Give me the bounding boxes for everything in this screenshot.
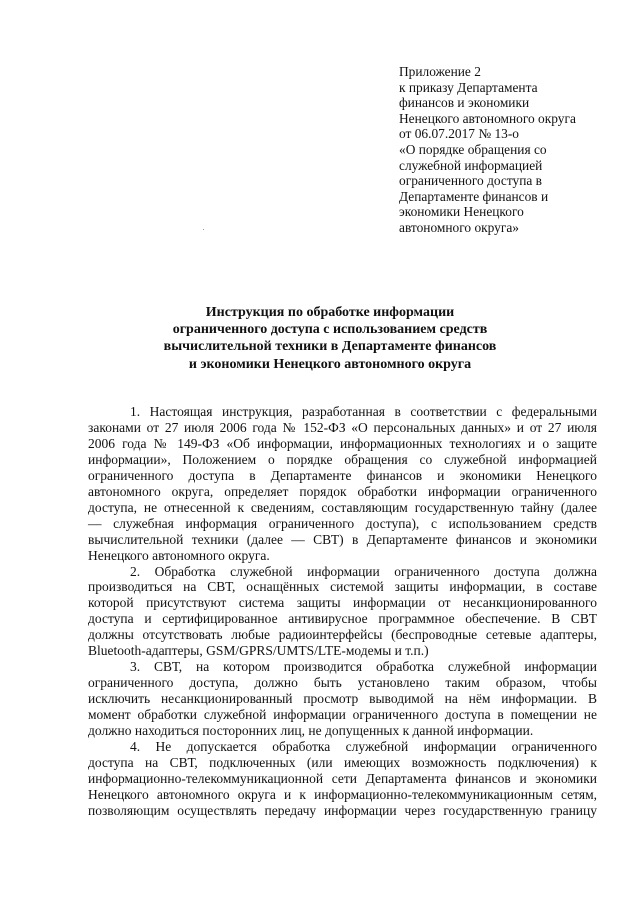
title-line: Инструкция по обработке информации [205,305,455,320]
paragraph-1-line: ограниченного доступа в Департаменте финансов и экономики Ненецкого [88,467,597,483]
title-line: ограниченного доступа с использованием средств [172,322,488,338]
annex-line: ограниченного доступа в [399,173,543,189]
annex-line: Департаменте финансов и [399,188,549,204]
paragraph-1-line: законами от 27 июля 2006 года № 152-ФЗ «О персональных данных» и от 27 июля [88,419,597,435]
scan-speck [203,229,204,230]
paragraph-3-line: должно находиться посторонних лиц, не допущенных к данной информации. [88,723,534,739]
paragraph-1-line: информации», Положением о порядке обращения со служебной информацией [88,451,597,467]
annex-line: служебной информацией [399,157,543,173]
paragraph-3-line: исключить несанкционированный просмотр выводимой на нём информации. В [88,691,597,707]
paragraph-1-line: доступа, не отнесенной к сведениям, составляющим государственную тайну (далее [88,499,597,515]
paragraph-3-line: ограниченного доступа, должно быть установлено таким образом, чтобы [88,675,597,691]
paragraph-1-line: автономного округа, определяет порядок обработки информации ограниченного [88,483,597,499]
paragraph-4-line: информационно-телекоммуникационной сети Департамента финансов и экономики [88,770,597,786]
paragraph-4-line: позволяющим осуществлять передачу информации через государственную границу [88,802,597,818]
title-line: вычислительной техники в Департаменте финансов [163,339,497,355]
paragraph-1-line: — служебная информация ограниченного доступа), с использованием средств [88,515,597,531]
paragraph-1-line: вычислительной техники (далее — СВТ) в Департаменте финансов и экономики [88,531,597,547]
paragraph-2-line: которой присутствуют система защиты информации от несанкционированного [88,595,597,611]
annex-line: экономики Ненецкого [399,204,524,220]
paragraph-2-line: производиться на СВТ, оснащённых системой защиты информации, в составе [88,579,597,595]
paragraph-4-line: Ненецкого автономного округа и к информационно-телекоммуникационным сетям, [88,786,597,802]
paragraph-3-line: момент обработки служебной информации ограниченного доступа в помещении не [88,707,597,723]
annex-line: от 06.07.2017 № 13-о [399,126,519,142]
document-body [88,404,597,819]
paragraph-2-line: доступа и сертифицированное антивирусное программное обеспечение. В СВТ [88,611,597,627]
annex-line: Приложение 2 [399,64,481,79]
paragraph-2-line: Bluetooth-адаптеры, GSM/GPRS/UMTS/LTE-модемы и т.п.) [88,643,429,659]
paragraph-3-line: 3. СВТ, на котором производится обработка служебной информации [130,659,597,675]
paragraph-4-line: доступа на СВТ, подключенных (или имеющих возможность подключения) к [88,754,597,770]
paragraph-4-line: 4. Не допускается обработка служебной информации ограниченного [130,739,597,755]
annex-line: автономного округа» [399,219,519,235]
annex-header [399,64,599,236]
paragraph-2-line: 2. Обработка служебной информации ограниченного доступа должна [130,563,597,579]
paragraph-1-line: Ненецкого автономного округа. [88,547,270,563]
document-title [120,304,540,373]
paragraph-1-line: 1. Настоящая инструкция, разработанная в соответствии с федеральными [130,404,597,419]
paragraph-1-line: 2006 года № 149-ФЗ «Об информации, информационных технологиях и о защите [88,435,597,451]
annex-line: к приказу Департамента [399,79,538,95]
title-line: и экономики Ненецкого автономного округа [188,356,472,372]
paragraph-2-line: должны отсутствовать любые радиоинтерфейсы (беспроводные сетевые адаптеры, [88,627,597,643]
annex-line: «О порядке обращения со [399,141,547,157]
annex-line: финансов и экономики [399,95,530,111]
annex-line: Ненецкого автономного округа [399,110,576,126]
